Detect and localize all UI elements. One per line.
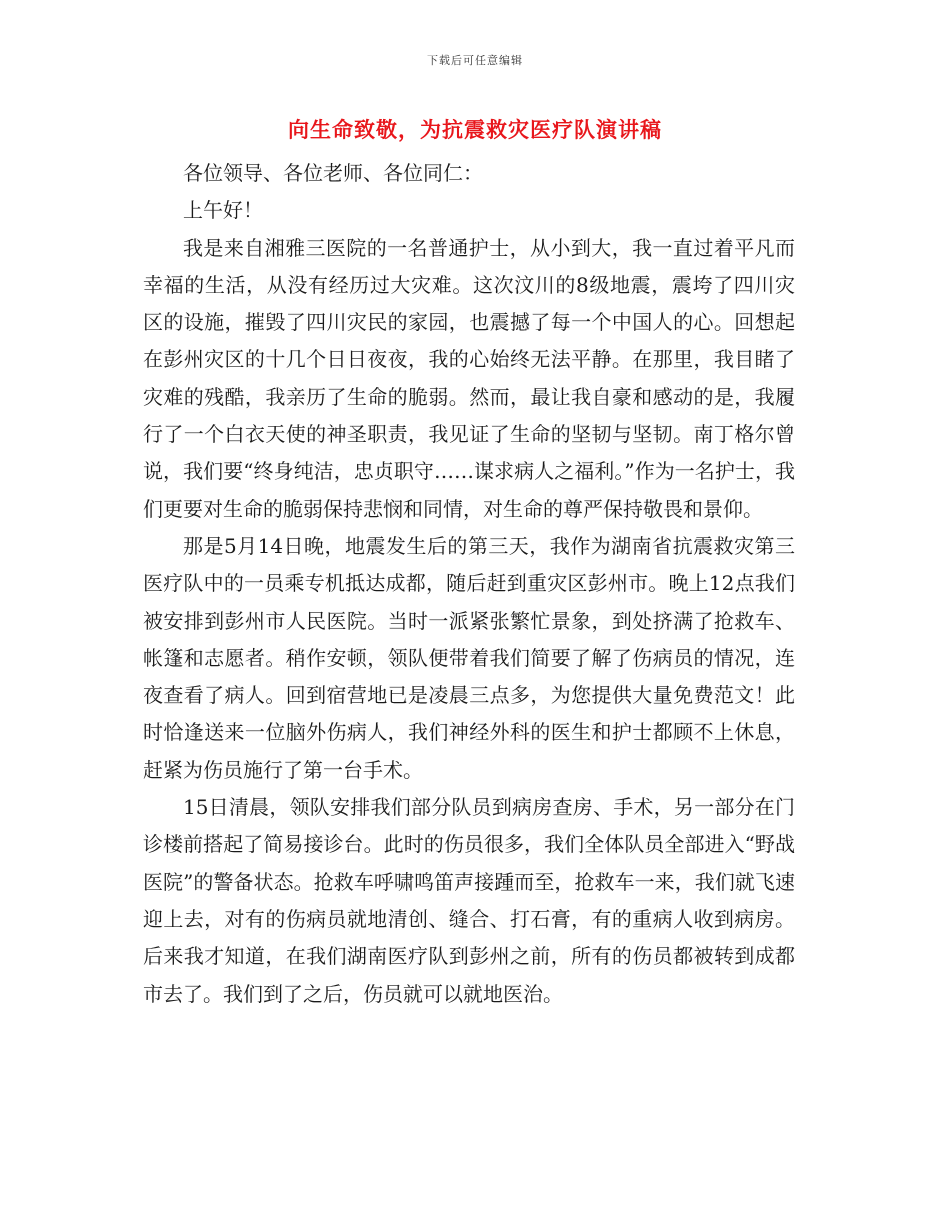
document-title: 向生命致敬，为抗震救灾医疗队演讲稿 bbox=[288, 117, 662, 142]
document-body bbox=[143, 155, 795, 1013]
greeting: 上午好！ bbox=[183, 198, 263, 223]
paragraph: 我是来自湘雅三医院的一名普通护士，从小到大，我一直过着平凡而幸福的生活，从没有经历过大灾难。这次汶川的8级地震，震垮了四川灾区的设施，摧毁了四川灾民的家园，也震撼了每一个中国人的心。回想起在彭州灾区的十几个日日夜夜，我的心始终无法平静。在那里，我目睹了灾难的残酷，我亲历了生命的脆弱。然而，最让我自豪和感动的是，我履行了一个白衣天使的神圣职责，我见证了生命的坚韧与坚韧。南丁格尔曾说，我们要“终身纯洁，忠贞职守……谋求病人之福利。”作为一名护士，我们更要对生命的脆弱保持悲悯和同情，对生命的尊严保持敬畏和景仰。 bbox=[143, 235, 795, 521]
paragraph: 15日清晨，领队安排我们部分队员到病房查房、手术，另一部分在门诊楼前搭起了简易接诊台。此时的伤员很多，我们全体队员全部进入“野战医院”的警备状态。抢救车呼啸鸣笛声接踵而至，抢救车一来，我们就飞速迎上去，对有的伤病员就地清创、缝合、打石膏，有的重病人收到病房。后来我才知道，在我们湖南医疗队到彭州之前，所有的伤员都被转到成都市去了。我们到了之后，伤员就可以就地医治。 bbox=[143, 795, 795, 1006]
header-note: 下载后可任意编辑 bbox=[427, 54, 523, 67]
salutation: 各位领导、各位老师、各位同仁： bbox=[183, 161, 483, 185]
paragraph: 那是5月14日晚，地震发生后的第三天，我作为湖南省抗震救灾第三医疗队中的一员乘专机抵达成都，随后赶到重灾区彭州市。晚上12点我们被安排到彭州市人民医院。当时一派紧张繁忙景象，到处挤满了抢救车、帐篷和志愿者。稍作安顿，领队便带着我们简要了解了伤病员的情况，连夜查看了病人。回到宿营地已是凌晨三点多，为您提供大量免费范文！此时恰逢送来一位脑外伤病人，我们神经外科的医生和护士都顾不上休息，赶紧为伤员施行了第一台手术。 bbox=[143, 533, 795, 782]
